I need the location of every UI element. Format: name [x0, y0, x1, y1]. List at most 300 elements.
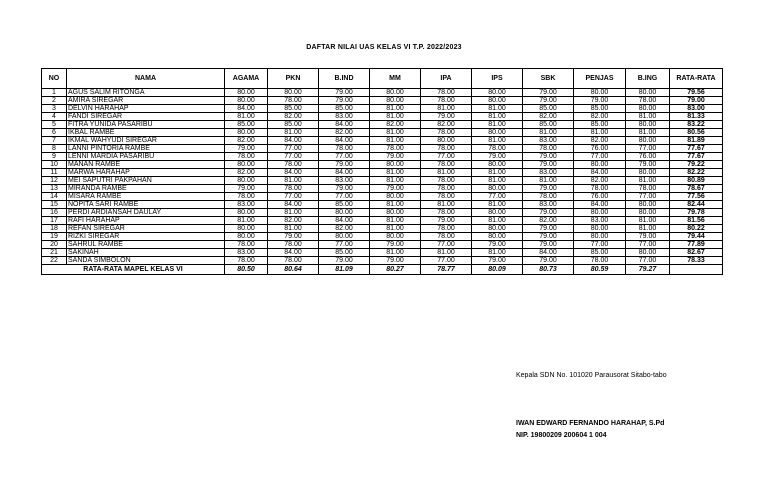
cell-no: 6	[42, 129, 67, 137]
cell-sbk: 79.00	[523, 257, 574, 265]
cell-ipa: 78.00	[421, 145, 472, 153]
header-no: NO	[42, 69, 67, 89]
table-row	[42, 233, 723, 241]
cell-pkn: 80.00	[268, 89, 319, 97]
cell-agama: 80.00	[225, 161, 268, 169]
cell-no: 11	[42, 169, 67, 177]
cell-bind: 85.00	[319, 105, 370, 113]
cell-sbk: 82.00	[523, 113, 574, 121]
cell-penjas: 80.00	[574, 161, 626, 169]
cell-rata: 82.22	[670, 169, 723, 177]
cell-ips: 80.00	[472, 161, 523, 169]
cell-bing: 81.00	[626, 225, 670, 233]
cell-bind: 79.00	[319, 257, 370, 265]
cell-ipa: 78.00	[421, 209, 472, 217]
cell-no: 8	[42, 145, 67, 153]
cell-penjas: 77.00	[574, 153, 626, 161]
cell-rata: 80.89	[670, 177, 723, 185]
cell-mm: 80.00	[370, 97, 421, 105]
cell-no: 19	[42, 233, 67, 241]
cell-agama: 80.00	[225, 97, 268, 105]
cell-ipa: 78.00	[421, 89, 472, 97]
table-row	[42, 121, 723, 129]
cell-penjas: 85.00	[574, 105, 626, 113]
header-agama: AGAMA	[225, 69, 268, 89]
cell-bind: 84.00	[319, 169, 370, 177]
table-row	[42, 209, 723, 217]
cell-sbk: 79.00	[523, 97, 574, 105]
cell-mm: 80.00	[370, 161, 421, 169]
header-sbk: SBK	[523, 69, 574, 89]
avg-penjas: 80.59	[574, 265, 626, 275]
header-bing: B.ING	[626, 69, 670, 89]
cell-pkn: 78.00	[268, 241, 319, 249]
cell-mm: 81.00	[370, 113, 421, 121]
cell-agama: 84.00	[225, 105, 268, 113]
table-row	[42, 225, 723, 233]
cell-rata: 83.22	[670, 121, 723, 129]
cell-mm: 79.00	[370, 185, 421, 193]
cell-penjas: 80.00	[574, 89, 626, 97]
avg-agama: 80.50	[225, 265, 268, 275]
cell-bing: 80.00	[626, 249, 670, 257]
cell-ips: 81.00	[472, 177, 523, 185]
cell-ips: 80.00	[472, 129, 523, 137]
cell-ips: 81.00	[472, 105, 523, 113]
cell-bind: 84.00	[319, 137, 370, 145]
cell-ipa: 81.00	[421, 201, 472, 209]
cell-pkn: 78.00	[268, 257, 319, 265]
cell-pkn: 78.00	[268, 185, 319, 193]
signature-position: Kepala SDN No. 101020 Parausorat Sitabo-tabo	[516, 372, 667, 379]
table-row	[42, 241, 723, 249]
cell-ipa: 81.00	[421, 105, 472, 113]
cell-ips: 79.00	[472, 153, 523, 161]
cell-bing: 78.00	[626, 185, 670, 193]
cell-bind: 85.00	[319, 201, 370, 209]
cell-no: 21	[42, 249, 67, 257]
cell-agama: 80.00	[225, 129, 268, 137]
cell-bing: 77.00	[626, 257, 670, 265]
cell-bing: 79.00	[626, 233, 670, 241]
cell-ipa: 77.00	[421, 257, 472, 265]
cell-sbk: 79.00	[523, 209, 574, 217]
cell-no: 22	[42, 257, 67, 265]
table-row	[42, 129, 723, 137]
cell-bind: 79.00	[319, 185, 370, 193]
cell-ips: 81.00	[472, 249, 523, 257]
cell-no: 20	[42, 241, 67, 249]
cell-nama: MISARA RAMBE	[67, 193, 225, 201]
cell-pkn: 85.00	[268, 121, 319, 129]
cell-agama: 80.00	[225, 233, 268, 241]
table-row	[42, 257, 723, 265]
page-title: DAFTAR NILAI UAS KELAS VI T.P. 2022/2023	[306, 44, 462, 51]
cell-bind: 79.00	[319, 97, 370, 105]
cell-no: 12	[42, 177, 67, 185]
cell-mm: 81.00	[370, 249, 421, 257]
header-nama: NAMA	[67, 69, 225, 89]
cell-bind: 79.00	[319, 161, 370, 169]
table-row	[42, 137, 723, 145]
cell-ipa: 78.00	[421, 161, 472, 169]
cell-penjas: 82.00	[574, 113, 626, 121]
cell-nama: RIZKI SIREGAR	[67, 233, 225, 241]
avg-ips: 80.09	[472, 265, 523, 275]
cell-nama: MIRANDA RAMBE	[67, 185, 225, 193]
cell-agama: 80.00	[225, 89, 268, 97]
cell-mm: 81.00	[370, 137, 421, 145]
cell-mm: 81.00	[370, 177, 421, 185]
cell-penjas: 79.00	[574, 97, 626, 105]
cell-bing: 77.00	[626, 241, 670, 249]
cell-nama: IKBAL RAMBE	[67, 129, 225, 137]
table-row	[42, 185, 723, 193]
cell-penjas: 83.00	[574, 217, 626, 225]
cell-agama: 83.00	[225, 249, 268, 257]
cell-bing: 77.00	[626, 145, 670, 153]
cell-bing: 81.00	[626, 217, 670, 225]
cell-sbk: 79.00	[523, 153, 574, 161]
cell-penjas: 76.00	[574, 193, 626, 201]
cell-bind: 77.00	[319, 153, 370, 161]
cell-mm: 81.00	[370, 129, 421, 137]
cell-bind: 80.00	[319, 233, 370, 241]
cell-bing: 80.00	[626, 121, 670, 129]
cell-rata: 80.56	[670, 129, 723, 137]
cell-mm: 78.00	[370, 145, 421, 153]
cell-nama: IKMAL WAHYUDI SIREGAR	[67, 137, 225, 145]
table-row	[42, 113, 723, 121]
avg-mm: 80.27	[370, 265, 421, 275]
cell-agama: 80.00	[225, 209, 268, 217]
cell-bing: 80.00	[626, 89, 670, 97]
cell-bind: 77.00	[319, 241, 370, 249]
table-row	[42, 153, 723, 161]
cell-nama: NOPITA SARI RAMBE	[67, 201, 225, 209]
cell-ips: 80.00	[472, 185, 523, 193]
cell-ips: 81.00	[472, 201, 523, 209]
cell-sbk: 83.00	[523, 201, 574, 209]
cell-pkn: 77.00	[268, 145, 319, 153]
signature-name: IWAN EDWARD FERNANDO HARAHAP, S.Pd	[516, 420, 665, 427]
cell-rata: 79.00	[670, 97, 723, 105]
cell-ips: 81.00	[472, 169, 523, 177]
cell-bing: 81.00	[626, 129, 670, 137]
table-row	[42, 177, 723, 185]
cell-bind: 82.00	[319, 129, 370, 137]
cell-no: 9	[42, 153, 67, 161]
cell-penjas: 81.00	[574, 129, 626, 137]
cell-rata: 83.00	[670, 105, 723, 113]
cell-rata: 82.67	[670, 249, 723, 257]
cell-mm: 81.00	[370, 201, 421, 209]
cell-no: 16	[42, 209, 67, 217]
cell-ips: 77.00	[472, 193, 523, 201]
header-ipa: IPA	[421, 69, 472, 89]
table-row	[42, 97, 723, 105]
table-row	[42, 201, 723, 209]
cell-pkn: 81.00	[268, 129, 319, 137]
avg-rata	[670, 265, 723, 275]
cell-bing: 81.00	[626, 177, 670, 185]
cell-penjas: 80.00	[574, 209, 626, 217]
cell-nama: MARWA HARAHAP	[67, 169, 225, 177]
cell-ips: 80.00	[472, 89, 523, 97]
cell-agama: 78.00	[225, 193, 268, 201]
average-row	[42, 265, 723, 275]
cell-rata: 82.44	[670, 201, 723, 209]
cell-ips: 80.00	[472, 97, 523, 105]
table-header-row	[42, 69, 723, 89]
cell-ipa: 77.00	[421, 241, 472, 249]
cell-ipa: 78.00	[421, 193, 472, 201]
cell-pkn: 82.00	[268, 217, 319, 225]
cell-nama: FANDI SIREGAR	[67, 113, 225, 121]
cell-bing: 76.00	[626, 153, 670, 161]
grades-table	[41, 68, 723, 275]
table-row	[42, 217, 723, 225]
cell-no: 17	[42, 217, 67, 225]
avg-ipa: 78.77	[421, 265, 472, 275]
cell-ips: 79.00	[472, 257, 523, 265]
cell-bing: 81.00	[626, 113, 670, 121]
header-penjas: PENJAS	[574, 69, 626, 89]
cell-bind: 84.00	[319, 217, 370, 225]
cell-agama: 82.00	[225, 169, 268, 177]
cell-rata: 81.56	[670, 217, 723, 225]
cell-rata: 81.89	[670, 137, 723, 145]
cell-penjas: 82.00	[574, 177, 626, 185]
cell-no: 1	[42, 89, 67, 97]
cell-nama: DELVIN HARAHAP	[67, 105, 225, 113]
cell-penjas: 80.00	[574, 233, 626, 241]
avg-bind: 81.09	[319, 265, 370, 275]
cell-pkn: 78.00	[268, 161, 319, 169]
cell-sbk: 78.00	[523, 193, 574, 201]
cell-pkn: 84.00	[268, 137, 319, 145]
cell-pkn: 78.00	[268, 97, 319, 105]
cell-rata: 81.33	[670, 113, 723, 121]
cell-mm: 79.00	[370, 153, 421, 161]
cell-ipa: 81.00	[421, 169, 472, 177]
cell-mm: 82.00	[370, 121, 421, 129]
cell-ipa: 79.00	[421, 113, 472, 121]
cell-sbk: 79.00	[523, 185, 574, 193]
cell-penjas: 78.00	[574, 185, 626, 193]
cell-bind: 79.00	[319, 89, 370, 97]
cell-bing: 79.00	[626, 161, 670, 169]
cell-sbk: 78.00	[523, 145, 574, 153]
header-bind: B.IND	[319, 69, 370, 89]
cell-nama: LANNI PINTORIA RAMBE	[67, 145, 225, 153]
cell-penjas: 77.00	[574, 241, 626, 249]
cell-mm: 80.00	[370, 89, 421, 97]
cell-sbk: 83.00	[523, 137, 574, 145]
cell-penjas: 80.00	[574, 225, 626, 233]
cell-nama: SAHRUL RAMBE	[67, 241, 225, 249]
cell-sbk: 85.00	[523, 121, 574, 129]
cell-pkn: 79.00	[268, 233, 319, 241]
cell-ipa: 82.00	[421, 121, 472, 129]
cell-nama: RAFI HARAHAP	[67, 217, 225, 225]
cell-ips: 80.00	[472, 225, 523, 233]
cell-rata: 79.78	[670, 209, 723, 217]
cell-no: 7	[42, 137, 67, 145]
cell-ipa: 78.00	[421, 97, 472, 105]
table-row	[42, 89, 723, 97]
header-rata-rata: RATA-RATA	[670, 69, 723, 89]
cell-pkn: 77.00	[268, 193, 319, 201]
cell-bind: 84.00	[319, 121, 370, 129]
cell-agama: 80.00	[225, 177, 268, 185]
cell-nama: REFAN SIREGAR	[67, 225, 225, 233]
cell-bind: 78.00	[319, 145, 370, 153]
cell-rata: 77.67	[670, 153, 723, 161]
cell-bing: 80.00	[626, 169, 670, 177]
cell-agama: 81.00	[225, 217, 268, 225]
cell-no: 5	[42, 121, 67, 129]
cell-ips: 81.00	[472, 113, 523, 121]
cell-sbk: 84.00	[523, 249, 574, 257]
cell-rata: 79.22	[670, 161, 723, 169]
cell-mm: 79.00	[370, 241, 421, 249]
cell-agama: 85.00	[225, 121, 268, 129]
average-label: RATA-RATA MAPEL KELAS VI	[42, 265, 225, 275]
cell-mm: 80.00	[370, 193, 421, 201]
cell-ips: 80.00	[472, 209, 523, 217]
cell-sbk: 81.00	[523, 177, 574, 185]
cell-bind: 83.00	[319, 113, 370, 121]
cell-bind: 83.00	[319, 177, 370, 185]
cell-no: 3	[42, 105, 67, 113]
cell-pkn: 84.00	[268, 169, 319, 177]
cell-mm: 80.00	[370, 233, 421, 241]
cell-penjas: 84.00	[574, 201, 626, 209]
cell-rata: 79.56	[670, 89, 723, 97]
cell-pkn: 77.00	[268, 153, 319, 161]
cell-ips: 81.00	[472, 217, 523, 225]
header-mm: MM	[370, 69, 421, 89]
cell-nama: AMIRA SIREGAR	[67, 97, 225, 105]
cell-bing: 77.00	[626, 193, 670, 201]
cell-bing: 80.00	[626, 201, 670, 209]
cell-ipa: 78.00	[421, 233, 472, 241]
cell-nama: LENNI MARDIA PASARIBU	[67, 153, 225, 161]
cell-agama: 79.00	[225, 145, 268, 153]
cell-pkn: 84.00	[268, 249, 319, 257]
cell-mm: 79.00	[370, 257, 421, 265]
cell-ipa: 77.00	[421, 153, 472, 161]
avg-bing: 79.27	[626, 265, 670, 275]
cell-ipa: 78.00	[421, 129, 472, 137]
cell-agama: 79.00	[225, 185, 268, 193]
cell-no: 14	[42, 193, 67, 201]
cell-ips: 81.00	[472, 121, 523, 129]
cell-bind: 77.00	[319, 193, 370, 201]
cell-sbk: 82.00	[523, 217, 574, 225]
cell-rata: 77.89	[670, 241, 723, 249]
cell-nama: FITRA YUNIDA PASARIBU	[67, 121, 225, 129]
cell-pkn: 85.00	[268, 105, 319, 113]
cell-nama: MEI SAPUTRI PAKPAHAN	[67, 177, 225, 185]
table-row	[42, 161, 723, 169]
cell-nama: AGUS SALIM RITONGA	[67, 89, 225, 97]
cell-no: 15	[42, 201, 67, 209]
cell-pkn: 81.00	[268, 225, 319, 233]
cell-sbk: 79.00	[523, 233, 574, 241]
cell-agama: 81.00	[225, 113, 268, 121]
cell-ips: 79.00	[472, 241, 523, 249]
cell-pkn: 84.00	[268, 201, 319, 209]
header-pkn: PKN	[268, 69, 319, 89]
cell-nama: SAKINAH	[67, 249, 225, 257]
cell-agama: 78.00	[225, 241, 268, 249]
cell-ips: 80.00	[472, 233, 523, 241]
cell-ipa: 81.00	[421, 249, 472, 257]
table-row	[42, 249, 723, 257]
cell-pkn: 81.00	[268, 177, 319, 185]
cell-rata: 78.33	[670, 257, 723, 265]
cell-no: 13	[42, 185, 67, 193]
avg-pkn: 80.64	[268, 265, 319, 275]
cell-no: 10	[42, 161, 67, 169]
cell-rata: 77.67	[670, 145, 723, 153]
table-row	[42, 193, 723, 201]
cell-mm: 81.00	[370, 217, 421, 225]
cell-ipa: 79.00	[421, 217, 472, 225]
cell-sbk: 85.00	[523, 105, 574, 113]
cell-bing: 80.00	[626, 105, 670, 113]
cell-rata: 79.44	[670, 233, 723, 241]
cell-bind: 80.00	[319, 209, 370, 217]
table-row	[42, 105, 723, 113]
cell-ips: 81.00	[472, 137, 523, 145]
cell-bind: 85.00	[319, 249, 370, 257]
cell-penjas: 85.00	[574, 249, 626, 257]
signature-nip: NIP. 19800209 200604 1 004	[516, 432, 607, 439]
cell-ipa: 78.00	[421, 177, 472, 185]
cell-ipa: 78.00	[421, 225, 472, 233]
cell-agama: 78.00	[225, 153, 268, 161]
cell-penjas: 78.00	[574, 257, 626, 265]
cell-penjas: 84.00	[574, 169, 626, 177]
cell-sbk: 81.00	[523, 129, 574, 137]
cell-nama: SANDA SIMBOLON	[67, 257, 225, 265]
cell-agama: 80.00	[225, 225, 268, 233]
cell-rata: 80.22	[670, 225, 723, 233]
cell-bind: 82.00	[319, 225, 370, 233]
cell-rata: 77.56	[670, 193, 723, 201]
header-ips: IPS	[472, 69, 523, 89]
cell-ipa: 80.00	[421, 137, 472, 145]
cell-penjas: 82.00	[574, 137, 626, 145]
cell-pkn: 82.00	[268, 113, 319, 121]
cell-rata: 78.67	[670, 185, 723, 193]
cell-bing: 80.00	[626, 209, 670, 217]
table-row	[42, 169, 723, 177]
cell-mm: 81.00	[370, 225, 421, 233]
cell-agama: 78.00	[225, 257, 268, 265]
cell-sbk: 79.00	[523, 225, 574, 233]
table-row	[42, 145, 723, 153]
cell-sbk: 79.00	[523, 241, 574, 249]
cell-no: 18	[42, 225, 67, 233]
avg-sbk: 80.73	[523, 265, 574, 275]
cell-nama: MANAN RAMBE	[67, 161, 225, 169]
cell-sbk: 83.00	[523, 169, 574, 177]
cell-mm: 81.00	[370, 105, 421, 113]
